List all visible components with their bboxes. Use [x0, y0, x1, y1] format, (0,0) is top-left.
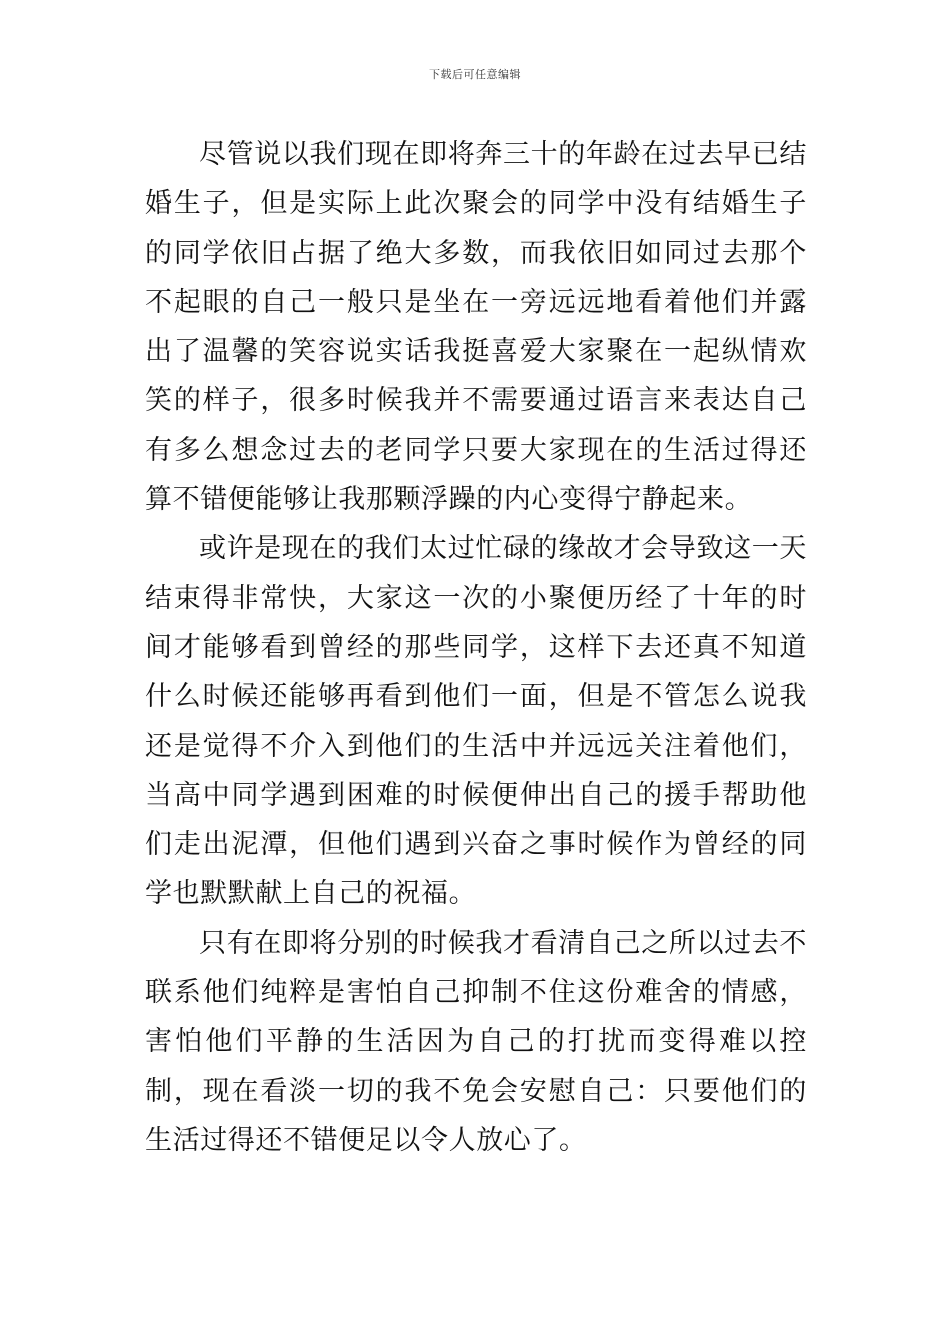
paragraph-1: 尽管说以我们现在即将奔三十的年龄在过去早已结婚生子，但是实际上此次聚会的同学中没有结婚生子的同学依旧占据了绝大多数，而我依旧如同过去那个不起眼的自己一般只是坐在一旁远远地看着他们并露出了温馨的笑容说实话我挺喜爱大家聚在一起纵情欢笑的样子，很多时候我并不需要通过语言来表达自己有多么想念过去的老同学只要大家现在的生活过得还算不错便能够让我那颗浮躁的内心变得宁静起来。: [145, 139, 807, 516]
paragraph-2: 或许是现在的我们太过忙碌的缘故才会导致这一天结束得非常快，大家这一次的小聚便历经了十年的时间才能够看到曾经的那些同学，这样下去还真不知道什么时候还能够再看到他们一面，但是不管怎么说我还是觉得不介入到他们的生活中并远远关注着他们，当高中同学遇到困难的时候便伸出自己的援手帮助他们走出泥潭，但他们遇到兴奋之事时候作为曾经的同学也默默献上自己的祝福。: [145, 533, 807, 910]
document-body: [145, 130, 807, 1165]
page-header-note: 下载后可任意编辑: [429, 68, 521, 81]
paragraph-3: 只有在即将分别的时候我才看清自己之所以过去不联系他们纯粹是害怕自己抑制不住这份难舍的情感，害怕他们平静的生活因为自己的打扰而变得难以控制，现在看淡一切的我不免会安慰自己：只要他们的生活过得还不错便足以令人放心了。: [145, 927, 807, 1156]
